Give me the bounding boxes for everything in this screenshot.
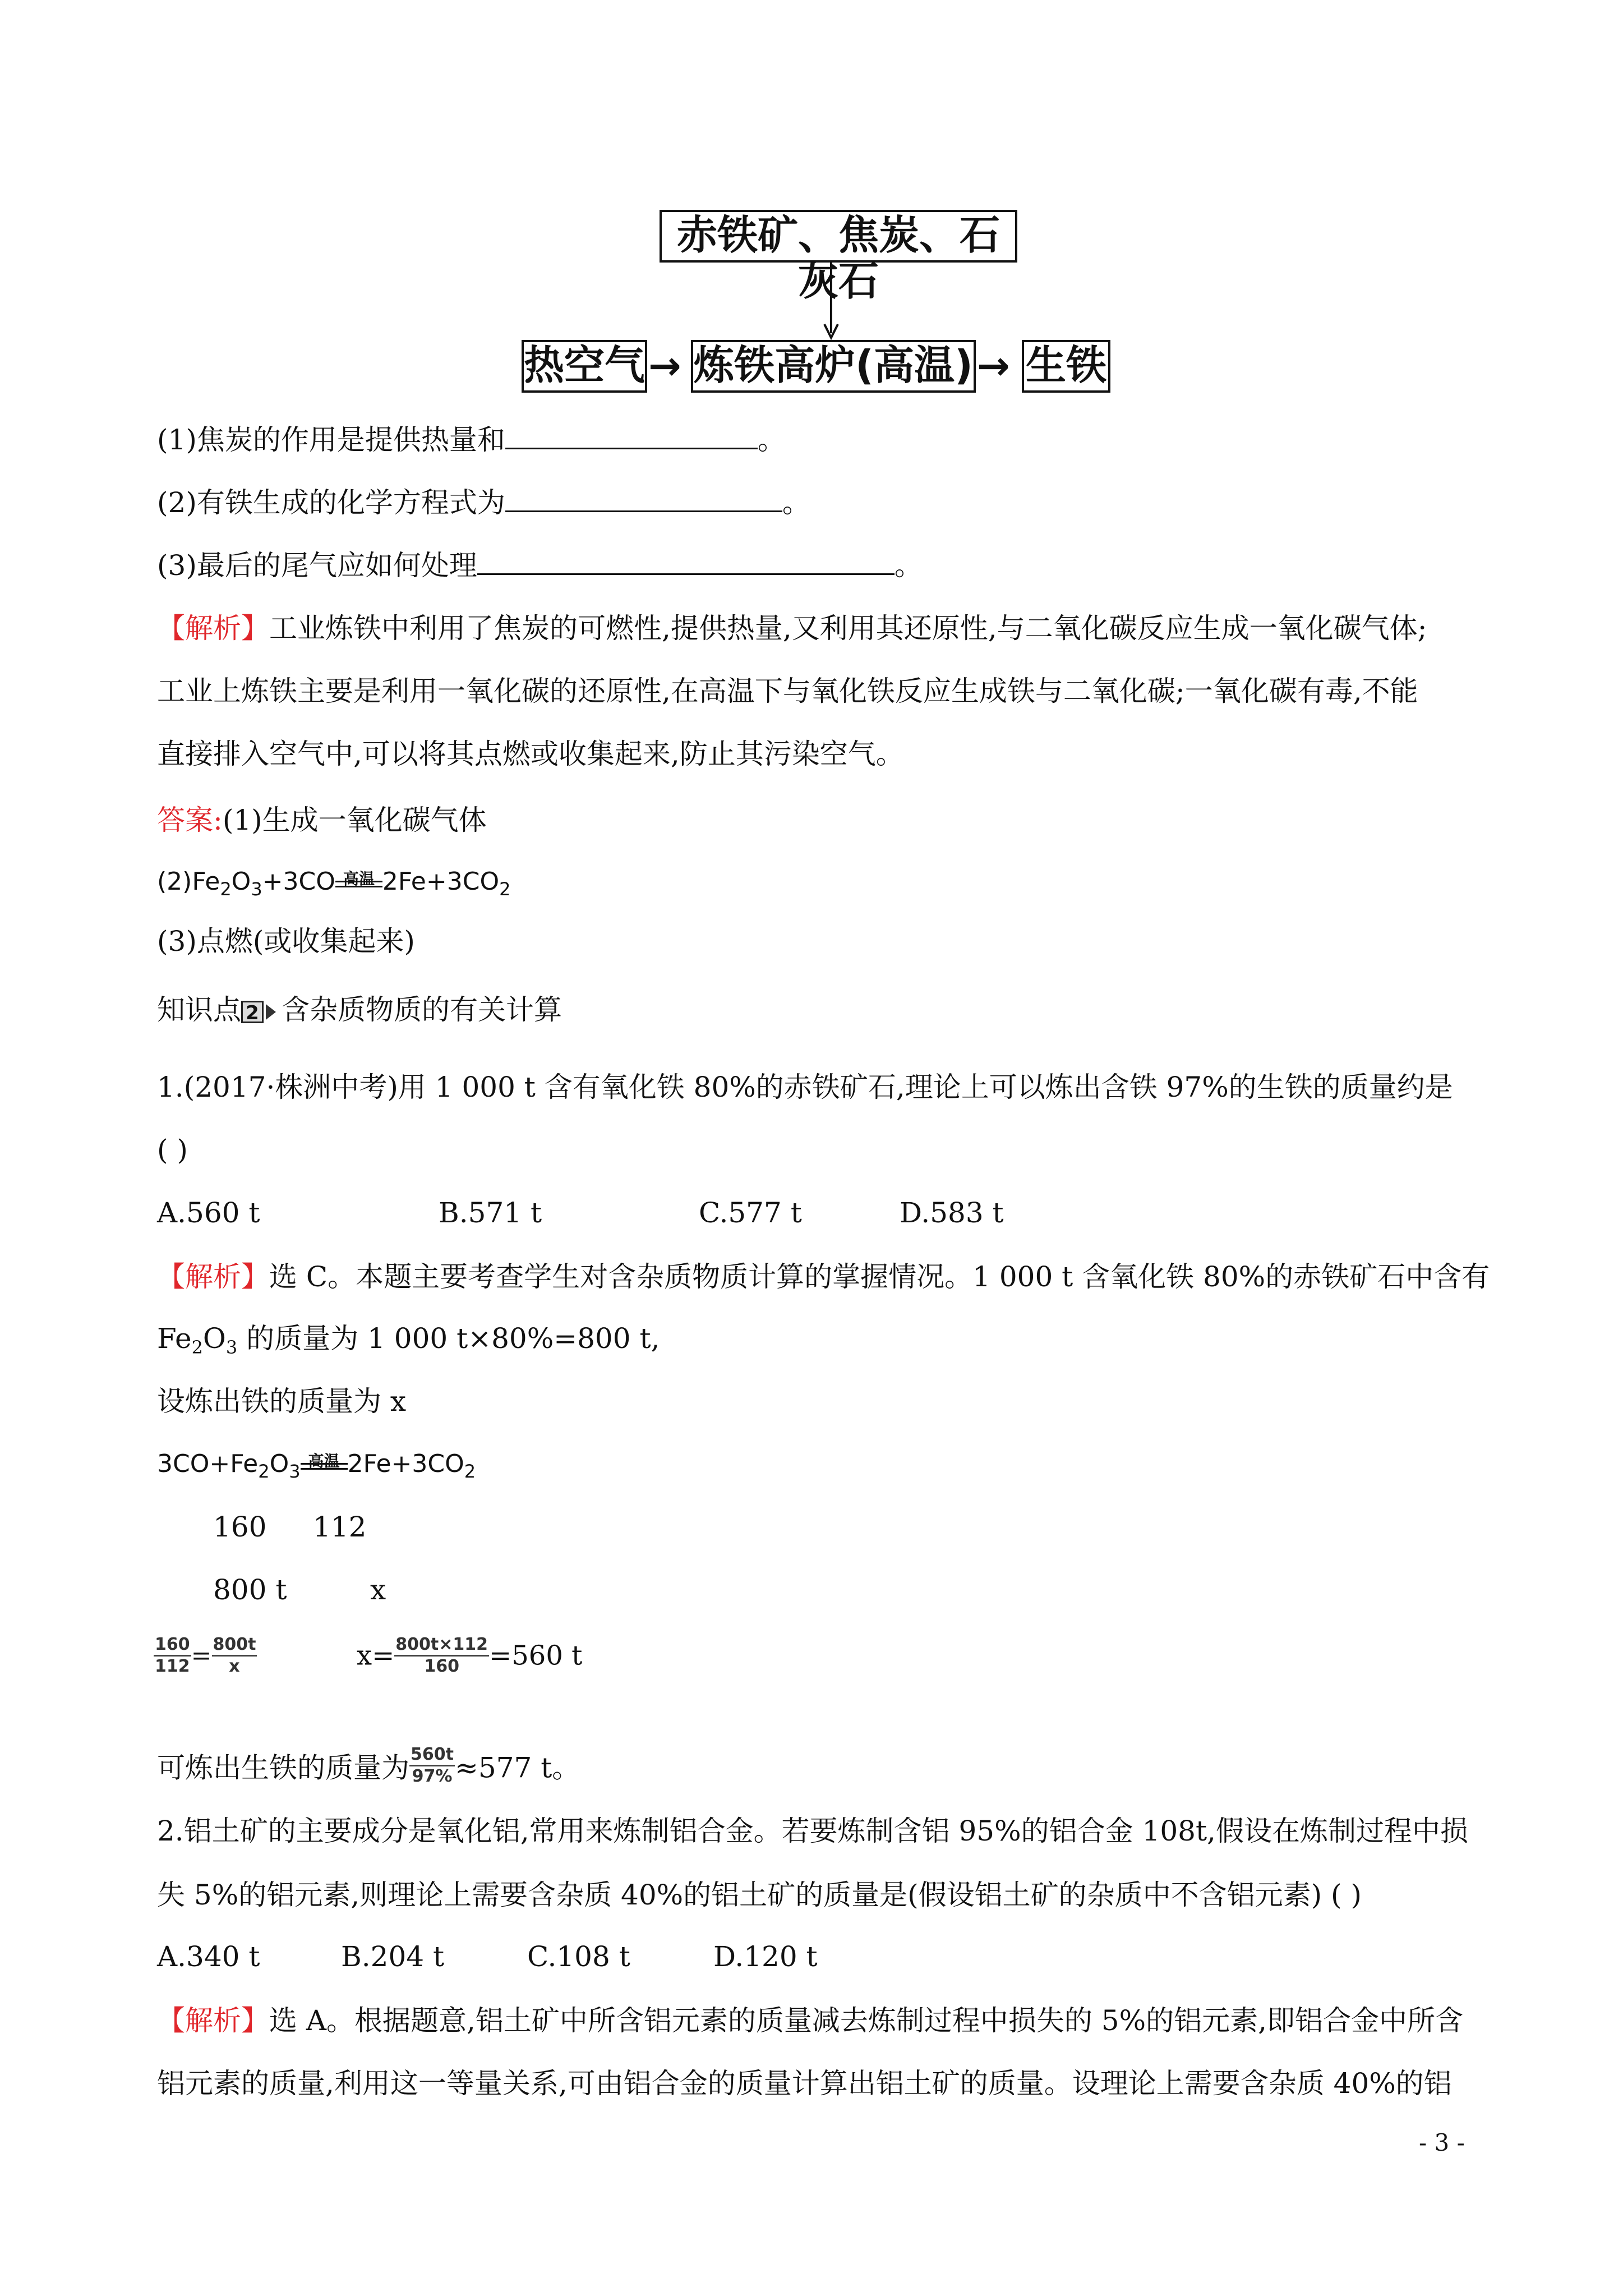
molar-mass-160: 160 bbox=[213, 1511, 267, 1543]
option-c: C.108 t bbox=[527, 1940, 630, 1973]
analysis-tag: 【解析】 bbox=[157, 612, 269, 645]
analysis-line: 【解析】选 A。根据题意,铝土矿中所含铝元素的质量减去炼制过程中损失的 5%的铝元素,即铝合金中所含 bbox=[157, 2004, 1464, 2037]
option-c: C.577 t bbox=[699, 1197, 802, 1229]
problem-1-line: 1.(2017·株洲中考)用 1 000 t 含有氧化铁 80%的赤铁矿石,理论上可以炼出含铁 97%的生铁的质量约是 bbox=[157, 1071, 1453, 1103]
x-solution: x= $\frac{800t\times 112}{160}$ =560 t bbox=[357, 1635, 583, 1676]
down-arrow-icon bbox=[820, 263, 842, 340]
answer-line: (3)点燃(或收集起来) bbox=[157, 925, 415, 958]
molar-mass-112: 112 bbox=[313, 1511, 367, 1543]
diagram-right-label: 生铁 bbox=[1025, 342, 1106, 389]
question-3: (3)最后的尾气应如何处理 。 bbox=[157, 549, 923, 582]
analysis-line: 直接排入空气中,可以将其点燃或收集起来,防止其污染空气。 bbox=[157, 738, 904, 770]
option-b: B.204 t bbox=[341, 1940, 445, 1973]
question-1: (1)焦炭的作用是提供热量和 。 bbox=[157, 424, 786, 456]
knowledge-number-badge: 2 bbox=[241, 1001, 264, 1023]
right-arrow-icon: → bbox=[977, 343, 1010, 389]
analysis-line: 设炼出铁的质量为 x bbox=[157, 1385, 407, 1418]
analysis-tag: 【解析】 bbox=[157, 1260, 269, 1293]
question-2: (2)有铁生成的化学方程式为 。 bbox=[157, 486, 810, 519]
fraction: $\frac{800t}{x}$ bbox=[213, 1635, 256, 1676]
right-arrow-icon: → bbox=[648, 343, 681, 389]
option-a: A.340 t bbox=[157, 1940, 260, 1973]
option-b: B.571 t bbox=[439, 1197, 542, 1229]
problem-2-line: 失 5%的铝元素,则理论上需要含杂质 40%的铝土矿的质量是(假设铝土矿的杂质中不含铝元素) ( ) bbox=[157, 1879, 1362, 1911]
diagram-right-box bbox=[1022, 340, 1110, 393]
answer-tag: 答案: bbox=[157, 804, 223, 836]
answer-blank bbox=[505, 486, 782, 512]
option-a: A.560 t bbox=[157, 1197, 260, 1229]
answer-equation: $(2)Fe_2O_3+3CO$ 高温 $2Fe+3CO_2$ bbox=[157, 867, 511, 900]
knowledge-point-heading: 知识点 2 含杂质物质的有关计算 bbox=[157, 993, 562, 1026]
diagram-left-box bbox=[522, 340, 647, 393]
analysis-tag: 【解析】 bbox=[157, 2004, 269, 2037]
fraction: $\frac{800t\times 112}{160}$ bbox=[395, 1635, 488, 1676]
proportion-equation: $\frac{160}{112}$ = $\frac{800t}{x}$ bbox=[155, 1635, 256, 1676]
analysis-line: 【解析】选 C。本题主要考查学生对含杂质物质计算的掌握情况。1 000 t 含氧化铁 80%的赤铁矿石中含有 bbox=[157, 1260, 1490, 1293]
unknown-x: x bbox=[370, 1573, 386, 1606]
triangle-icon bbox=[266, 1004, 276, 1020]
problem-2-line: 2.铝土矿的主要成分是氧化铝,常用来炼制铝合金。若要炼制含铝 95%的铝合金 108t,假设在炼制过程中损 bbox=[157, 1815, 1468, 1847]
option-d: D.120 t bbox=[713, 1940, 818, 1973]
analysis-line: 工业上炼铁主要是利用一氧化碳的还原性,在高温下与氧化铁反应生成铁与二氧化碳;一氧化碳有毒,不能 bbox=[157, 675, 1418, 707]
diagram-center-box bbox=[691, 340, 976, 393]
analysis-line: 【解析】工业炼铁中利用了焦炭的可燃性,提供热量,又利用其还原性,与二氧化碳反应生成一氧化碳气体; bbox=[157, 612, 1427, 645]
problem-1-bracket: ( ) bbox=[157, 1134, 188, 1166]
answer-line: 答案:(1)生成一氧化碳气体 bbox=[157, 804, 487, 836]
answer-blank bbox=[477, 549, 895, 575]
diagram-top-box bbox=[660, 210, 1017, 305]
diagram-top-label: 赤铁矿、焦炭、石灰石 bbox=[676, 211, 1000, 305]
analysis-line: 铝元素的质量,利用这一等量关系,可由铝合金的质量计算出铝土矿的质量。设理论上需要含杂质 40%的铝 bbox=[157, 2067, 1452, 2100]
diagram-left-label: 热空气 bbox=[524, 342, 645, 389]
analysis-line: $Fe_2O_3$ 的质量为 1 000 t×80%=800 t, bbox=[157, 1322, 660, 1358]
fraction: $\frac{160}{112}$ bbox=[155, 1635, 190, 1676]
diagram-center-label: 炼铁高炉(高温) bbox=[694, 342, 973, 389]
reaction-equation: $3CO+Fe_2O_3$ 高温 $2Fe+3CO_2$ bbox=[157, 1450, 476, 1482]
page-number: - 3 - bbox=[1419, 2129, 1465, 2156]
final-result: 可炼出生铁的质量为 $\frac{560t}{97\%}$ ≈577 t。 bbox=[157, 1745, 580, 1786]
answer-blank bbox=[505, 423, 758, 449]
option-d: D.583 t bbox=[900, 1197, 1004, 1229]
fraction: $\frac{560t}{97\%}$ bbox=[411, 1745, 454, 1786]
given-mass: 800 t bbox=[213, 1573, 287, 1606]
